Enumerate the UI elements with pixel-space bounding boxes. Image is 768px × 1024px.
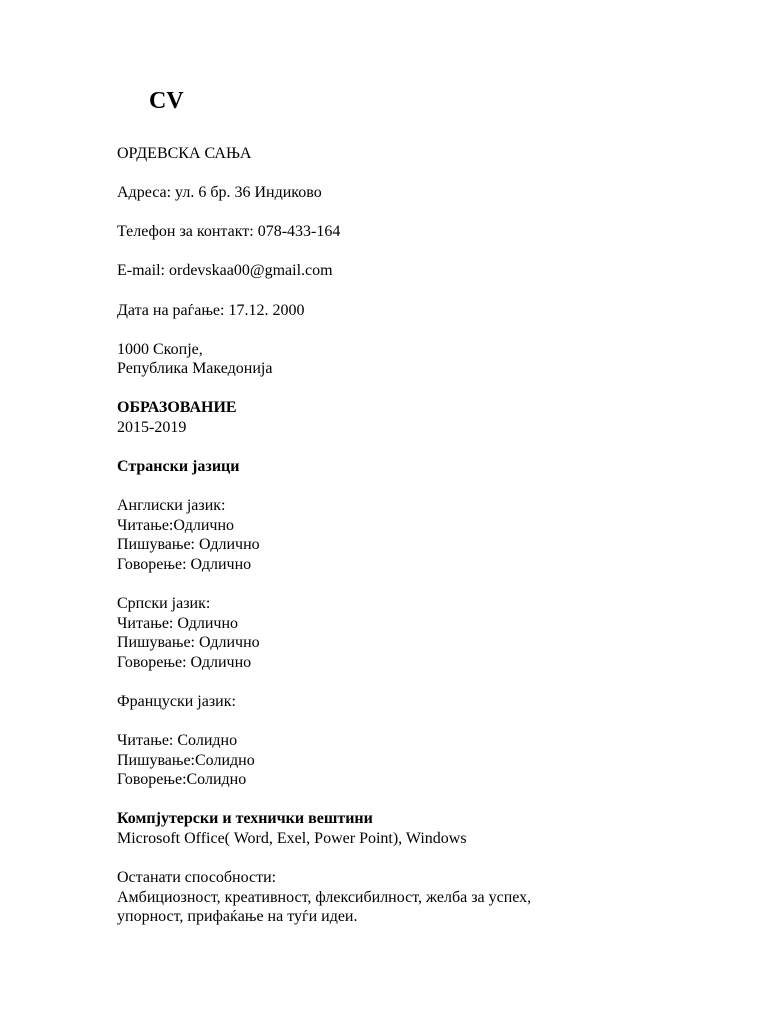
phone-label: Телефон за контакт: — [117, 223, 258, 240]
phone — [117, 222, 340, 242]
serbian-writing: Пишување: Одлично — [117, 634, 260, 651]
english-reading: Читање:Одлично — [117, 517, 235, 534]
computer-skills-heading: Компјутерски и технички вештини — [117, 810, 373, 827]
cv-title: CV — [149, 88, 184, 114]
french-reading: Читање: Солидно — [117, 732, 238, 749]
birth-label: Дата на раѓање: — [117, 302, 229, 319]
languages-heading: Странски јазици — [117, 458, 240, 475]
education-heading: ОБРАЗОВАНИЕ — [117, 399, 237, 416]
birth-date — [117, 301, 304, 321]
other-skills-line1: Амбициозност, креативност, флексибилност, желба за успех, — [117, 889, 532, 906]
email: E-mail: ordevskaa00@gmail.com — [117, 262, 333, 279]
serbian-speaking: Говорење: Одлично — [117, 654, 252, 671]
birth-value: 17.12. 2000 — [228, 302, 305, 319]
other-skills-heading: Останати способности: — [117, 869, 277, 886]
city: 1000 Скопје, — [117, 341, 203, 358]
serbian-reading: Читање: Одлично — [117, 615, 239, 632]
french-name: Француски јазик: — [117, 693, 236, 710]
computer-skills-value: Microsoft Office( Word, Exel, Power Point), Windows — [117, 830, 467, 847]
full-name: ОРДЕВСКА САЊА — [117, 145, 252, 162]
phone-value: 078-433-164 — [257, 223, 341, 240]
english-name: Англиски јазик: — [117, 497, 226, 514]
education-years: 2015-2019 — [117, 419, 187, 436]
english-speaking: Говорење: Одлично — [117, 556, 252, 573]
french-writing: Пишување:Солидно — [117, 752, 255, 769]
other-skills-line2: упорност, прифаќање на туѓи идеи. — [117, 908, 358, 925]
country: Република Македонија — [117, 360, 273, 377]
serbian-name: Српски јазик: — [117, 595, 211, 612]
address: Адреса: ул. 6 бр. 36 Индиково — [117, 184, 322, 201]
english-writing: Пишување: Одлично — [117, 536, 260, 553]
french-speaking: Говорење:Солидно — [117, 771, 247, 788]
